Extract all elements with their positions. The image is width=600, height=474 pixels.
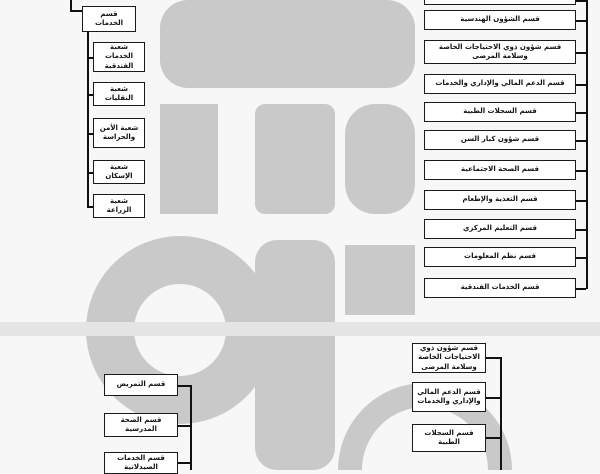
connector — [576, 288, 586, 290]
division-box: شعبة الإسكان — [93, 160, 145, 184]
connector — [70, 10, 82, 12]
connector — [178, 425, 190, 427]
watermark-block-top — [160, 0, 415, 88]
connector — [486, 397, 500, 399]
services-department-box: قسم الخدمات — [82, 6, 136, 32]
division-box: شعبة الخدمات الفندقية — [93, 42, 145, 72]
department-box: قسم السجلات الطبية — [412, 424, 486, 452]
department-box: قسم التمريض — [104, 374, 178, 396]
connector — [70, 0, 72, 10]
department-box: قسم التغذية والإطعام — [424, 190, 576, 210]
connector — [190, 385, 192, 470]
department-box: قسم التعليم المركزي — [424, 219, 576, 239]
connector — [576, 257, 586, 259]
department-box: قسم الخدمات الفندقية — [424, 278, 576, 298]
connector — [576, 0, 586, 2]
department-box: قسم الشؤون الهندسية — [424, 10, 576, 30]
department-box: قسم الصحة الاجتماعية — [424, 160, 576, 180]
watermark-block-right — [345, 104, 415, 214]
watermark-bar — [255, 240, 335, 470]
connector — [576, 200, 586, 202]
connector — [178, 385, 190, 387]
watermark-block-left — [160, 104, 218, 214]
connector — [576, 84, 586, 86]
connector — [178, 462, 190, 464]
connector — [486, 437, 500, 439]
division-box: شعبة الزراعة — [93, 194, 145, 218]
department-box: قسم الدعم المالي والإداري والخدمات — [424, 74, 576, 94]
connector — [576, 170, 586, 172]
department-box: قسم نظم المعلومات — [424, 247, 576, 267]
section-divider — [0, 322, 600, 336]
watermark-block-center — [255, 104, 335, 214]
connector — [576, 140, 586, 142]
connector — [576, 112, 586, 114]
connector — [586, 0, 588, 289]
department-box: قسم السجلات الطبية — [424, 102, 576, 122]
division-box: شعبة الأمن والحراسة — [93, 118, 145, 148]
department-box: قسم الصحة المدرسية — [104, 413, 178, 437]
division-box: شعبة النقليات — [93, 82, 145, 106]
department-box: قسم شؤون ذوي الاحتياجات الخاصة وسلامة المرضى — [412, 343, 486, 373]
connector — [500, 357, 502, 470]
department-box-stub — [424, 0, 576, 5]
connector — [486, 357, 500, 359]
watermark-block-lower-right — [345, 245, 415, 315]
department-box: قسم الدعم المالي والإداري والخدمات — [412, 382, 486, 412]
department-box: قسم شؤون كبار السن — [424, 130, 576, 150]
connector — [576, 20, 586, 22]
department-box: قسم الخدمات الصيدلانية — [104, 452, 178, 474]
connector — [576, 52, 586, 54]
connector — [576, 229, 586, 231]
department-box: قسم شؤون ذوي الاحتياجات الخاصة وسلامة المرضى — [424, 40, 576, 64]
